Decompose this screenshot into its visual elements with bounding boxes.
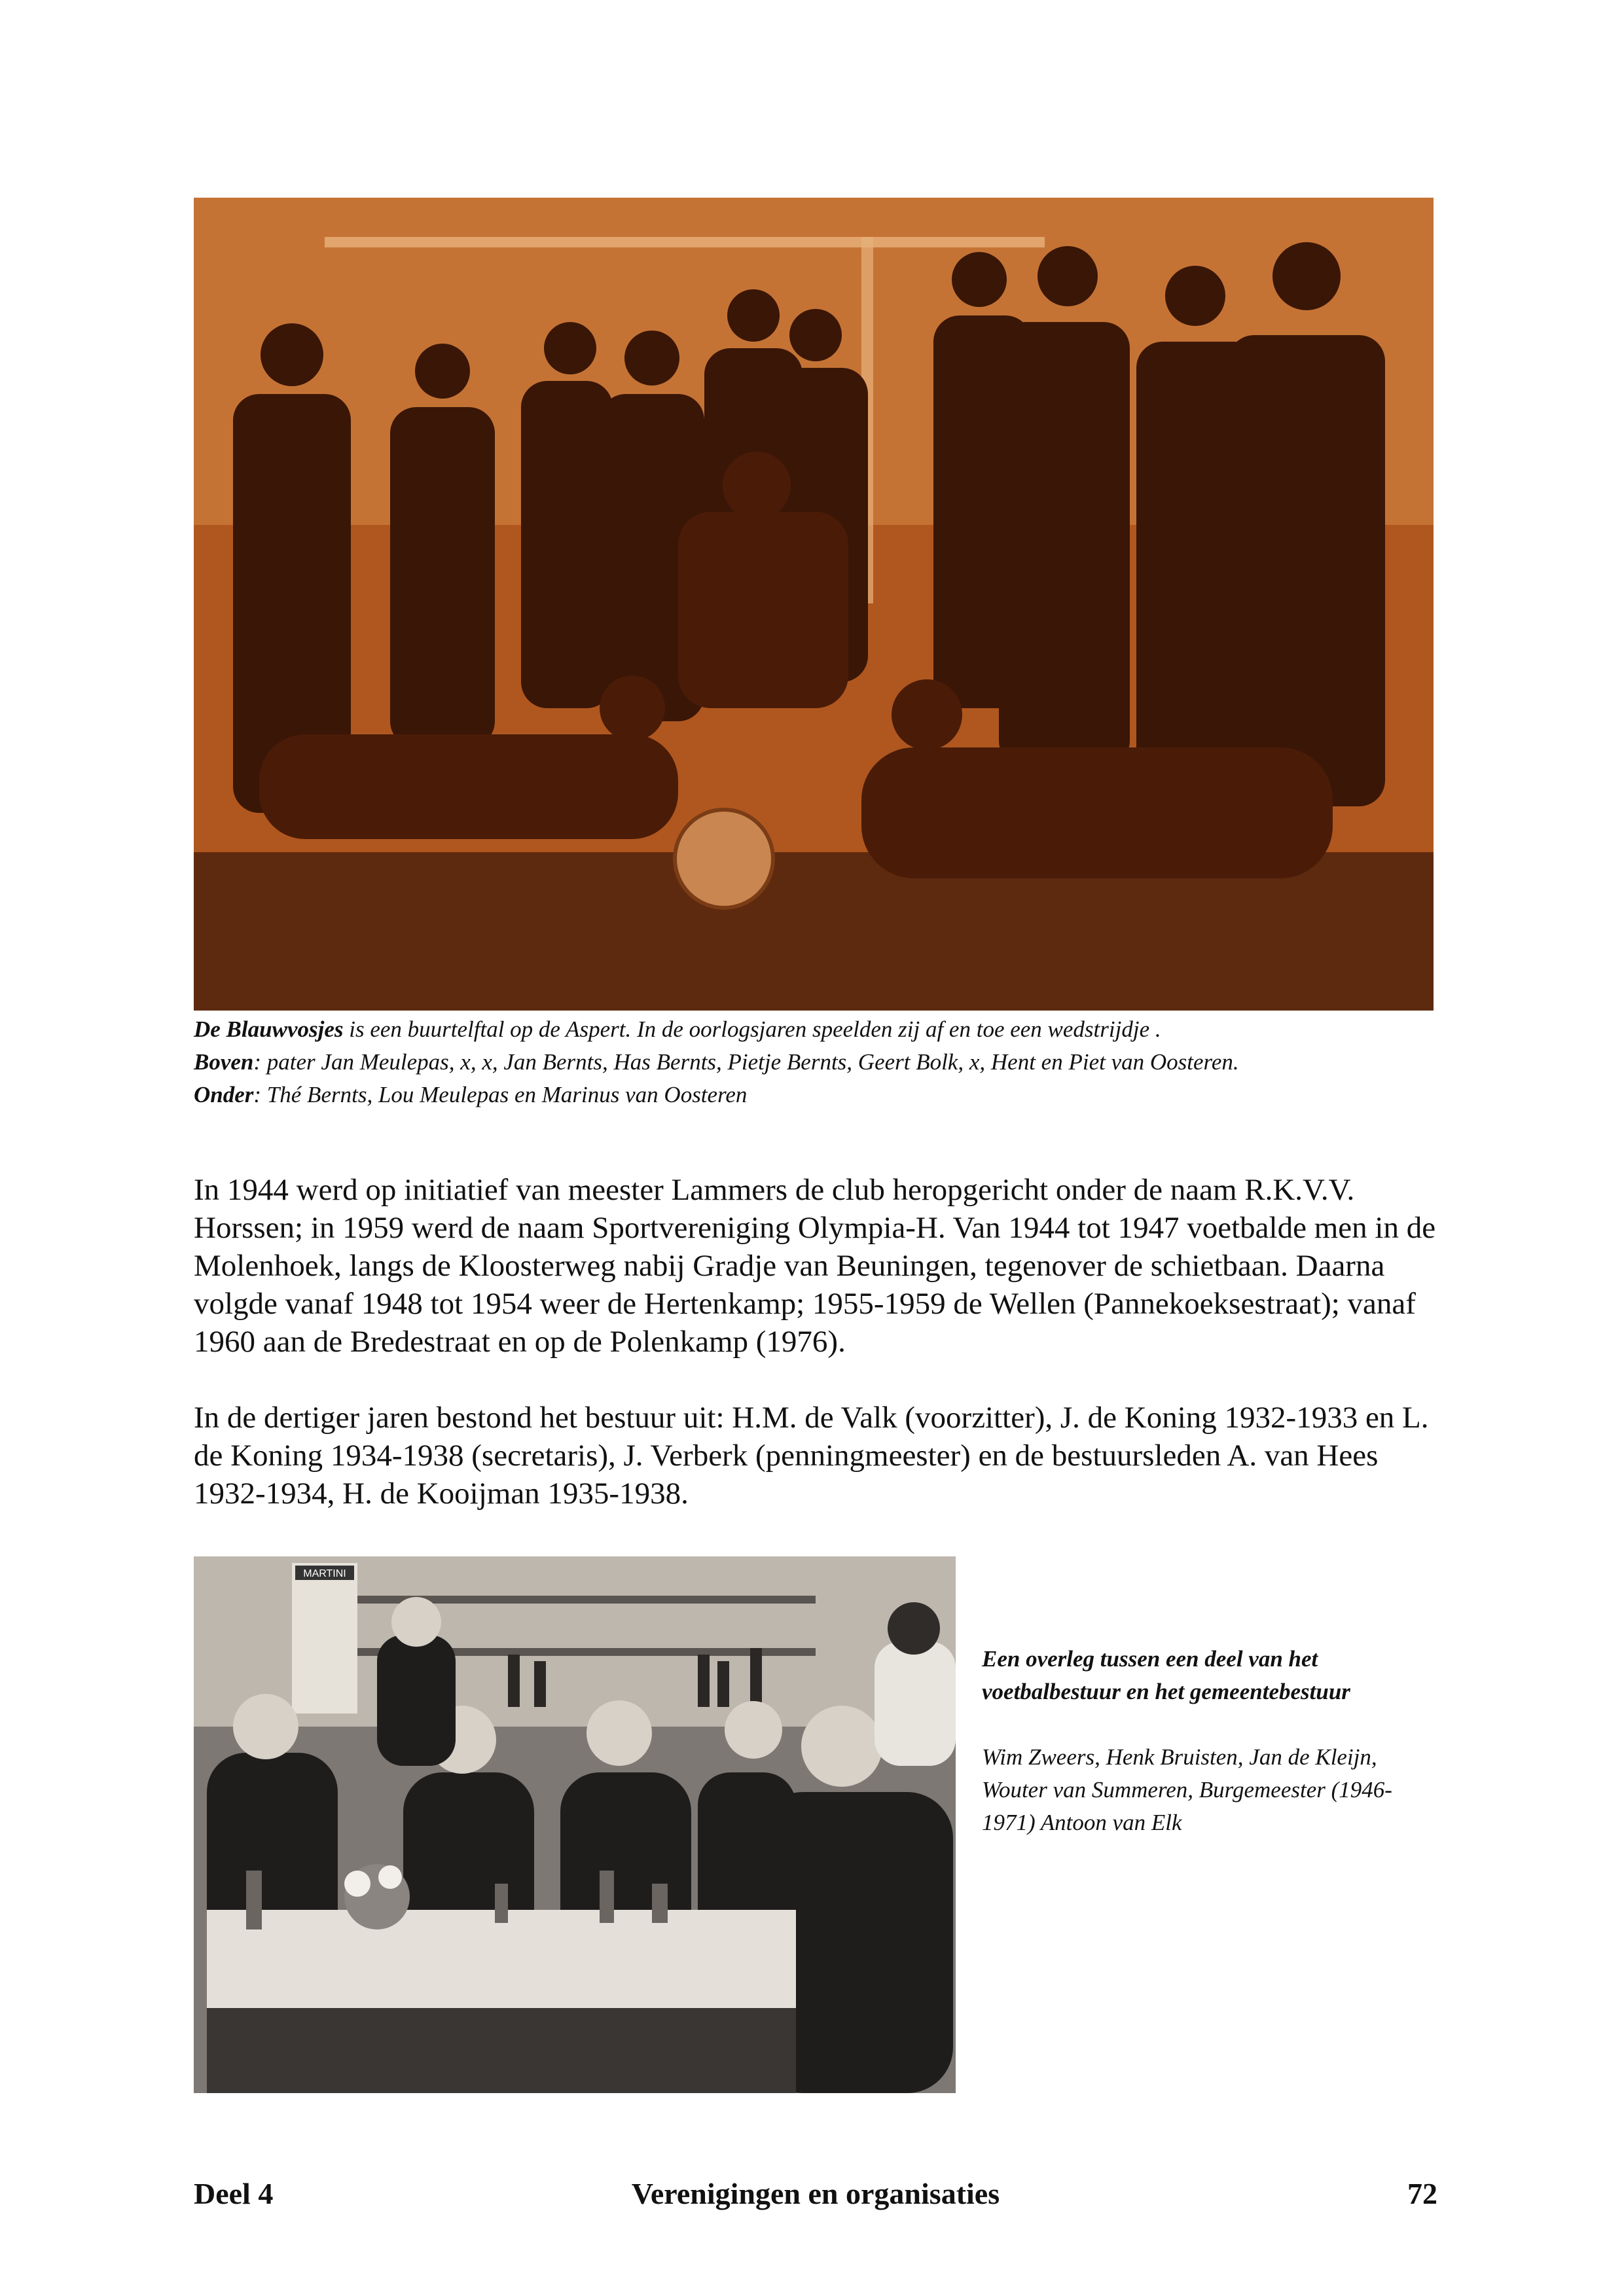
meeting-photo-illustration (194, 1556, 956, 2093)
caption-line-1: De Blauwvosjes is een buurtelftal op de Aspert. In de oorlogsjaren speelden zij af en toe een wedstrijdje . (194, 1016, 1161, 1042)
footer-part: Deel 4 (194, 2177, 274, 2210)
caption-onder-label: Onder (194, 1082, 254, 1107)
caption-bottom-names: Wim Zweers, Henk Bruisten, Jan de Kleijn, Wouter van Summeren, Burgemeester (1946-1971) Antoon van Elk (982, 1744, 1392, 1835)
caption-boven-label: Boven (194, 1049, 254, 1075)
martini-sign: MARTINI (303, 1568, 346, 1579)
caption-line-3: Onder: Thé Bernts, Lou Meulepas en Marinus van Oosteren (194, 1082, 748, 1107)
paragraph-board: In de dertiger jaren bestond het bestuur uit: H.M. de Valk (voorzitter), J. de Koning 1932-1933 en L. de Koning 1934-1938 (secretaris), J. Verberk (penningmeester) en de bestuursleden A. van Hees 1932-1934, H. de Kooijman 1935-1938. (194, 1401, 1429, 1511)
team-photo-illustration (194, 198, 1434, 1011)
page-number: 72 (1407, 2177, 1437, 2210)
photo-caption-top (194, 1013, 1434, 1111)
caption-team-name: De Blauwvosjes (194, 1016, 344, 1042)
paragraph-history: In 1944 werd op initiatief van meester Lammers de club heropgericht onder de naam R.K.V.V. Horssen; in 1959 werd de naam Sportvereniging Olympia-H. Van 1944 tot 1947 voetbalde men in de Molenhoek, langs de Kloosterweg nabij Gradje van Beuningen, tegenover de schietbaan. Daarna volgde vanaf 1948 tot 1954 weer de Hertenkamp; 1955-1959 de Wellen (Pannekoeksestraat); vanaf 1960 aan de Bredestraat en op de Polenkamp (1976). (194, 1173, 1436, 1359)
photo-caption-bottom (982, 1643, 1440, 1839)
footer-section-title: Verenigingen en organisaties (631, 2177, 1000, 2210)
caption-line-2: Boven: pater Jan Meulepas, x, x, Jan Bernts, Has Bernts, Pietje Bernts, Geert Bolk, x, Hent en Piet van Oosteren. (194, 1049, 1239, 1075)
caption-bottom-title: Een overleg tussen een deel van het voetbalbestuur en het gemeentebestuur (982, 1646, 1350, 1704)
team-photo (194, 198, 1434, 1011)
meeting-photo (194, 1556, 956, 2093)
page-footer (194, 2176, 1437, 2215)
